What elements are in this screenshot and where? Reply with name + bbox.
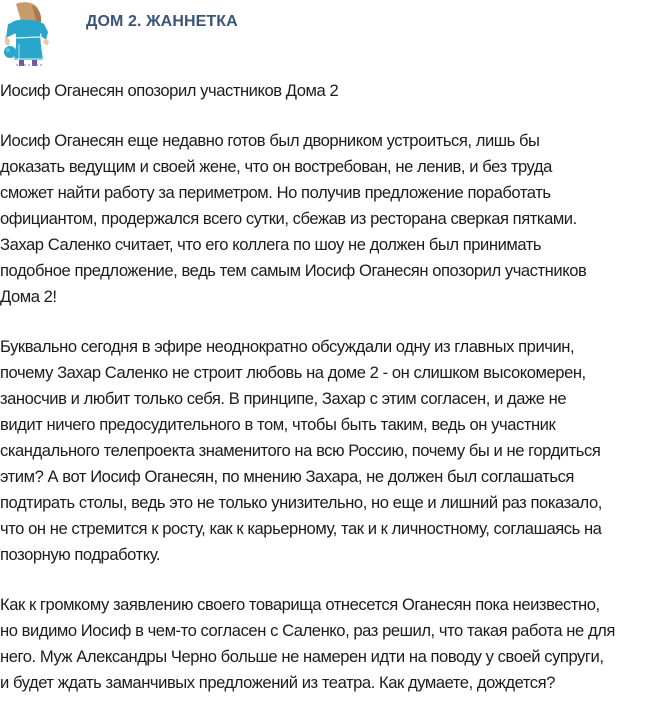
paragraph-line: Иосиф Оганесян еще недавно готов был дворником устроиться, лишь бы — [0, 131, 540, 150]
paragraph-line: но видимо Иосиф в чем-то согласен с Саленко, раз решил, что такая работа не для — [0, 621, 615, 640]
paragraph-line: Буквально сегодня в эфире неоднократно обсуждали одну из главных причин, — [0, 337, 575, 356]
paragraph-line: скандального телепроекта знаменитого на всю Россию, почему бы и не гордиться — [0, 441, 601, 460]
paragraph-line: позорную подработку. — [0, 545, 161, 564]
paragraph-line: официантом, продержался всего сутки, сбежав из ресторана сверкая пятками. — [0, 209, 577, 228]
paragraph-line: Как к громкому заявлению своего товарища отнесется Оганесян пока неизвестно, — [0, 595, 600, 614]
article-paragraph-2 — [0, 334, 670, 568]
site-title[interactable]: ДОМ 2. ЖАННЕТКА — [86, 13, 238, 30]
paragraph-line: заносчив и любит только себя. В принципе, Захар с этим согласен, и даже не — [0, 389, 567, 408]
paragraph-line: него. Муж Александры Черно больше не намерен идти на поводу у своей супруги, — [0, 647, 604, 666]
site-header — [0, 0, 670, 72]
paragraph-line: почему Захар Саленко не строит любовь на доме 2 - он слишком высокомерен, — [0, 363, 586, 382]
paragraph-line: сможет найти работу за периметром. Но получив предложение поработать — [0, 183, 551, 202]
paragraph-line: Захар Саленко считает, что его коллега по шоу не должен был принимать — [0, 235, 542, 254]
article-headline: Иосиф Оганесян опозорил участников Дома 2 — [0, 81, 339, 100]
paragraph-line: Дома 2! — [0, 287, 57, 306]
paragraph-line: видит ничего предосудительного в том, чтобы быть таким, ведь он участник — [0, 415, 556, 434]
article-paragraph-3 — [0, 592, 670, 696]
paragraph-line: доказать ведущим и своей жене, что он востребован, не ленив, и без труда — [0, 157, 552, 176]
paragraph-line: этим? А вот Иосиф Оганесян, по мнению Захара, не должен был соглашаться — [0, 467, 574, 486]
paragraph-line: подтирать столы, ведь это не только унизительно, но еще и лишний раз показало, — [0, 493, 602, 512]
paragraph-line: подобное предложение, ведь тем самым Иосиф Оганесян опозорил участников — [0, 261, 587, 280]
paragraph-line: и будет ждать заманчивых предложений из театра. Как думаете, дождется? — [0, 673, 555, 692]
paragraph-line: что он не стремится к росту, как к карьерному, так и к личностному, соглашаясь на — [0, 519, 602, 538]
article-paragraph-1 — [0, 128, 670, 310]
girl-in-blue-dress-logo-icon[interactable] — [2, 2, 52, 68]
article — [0, 78, 670, 720]
